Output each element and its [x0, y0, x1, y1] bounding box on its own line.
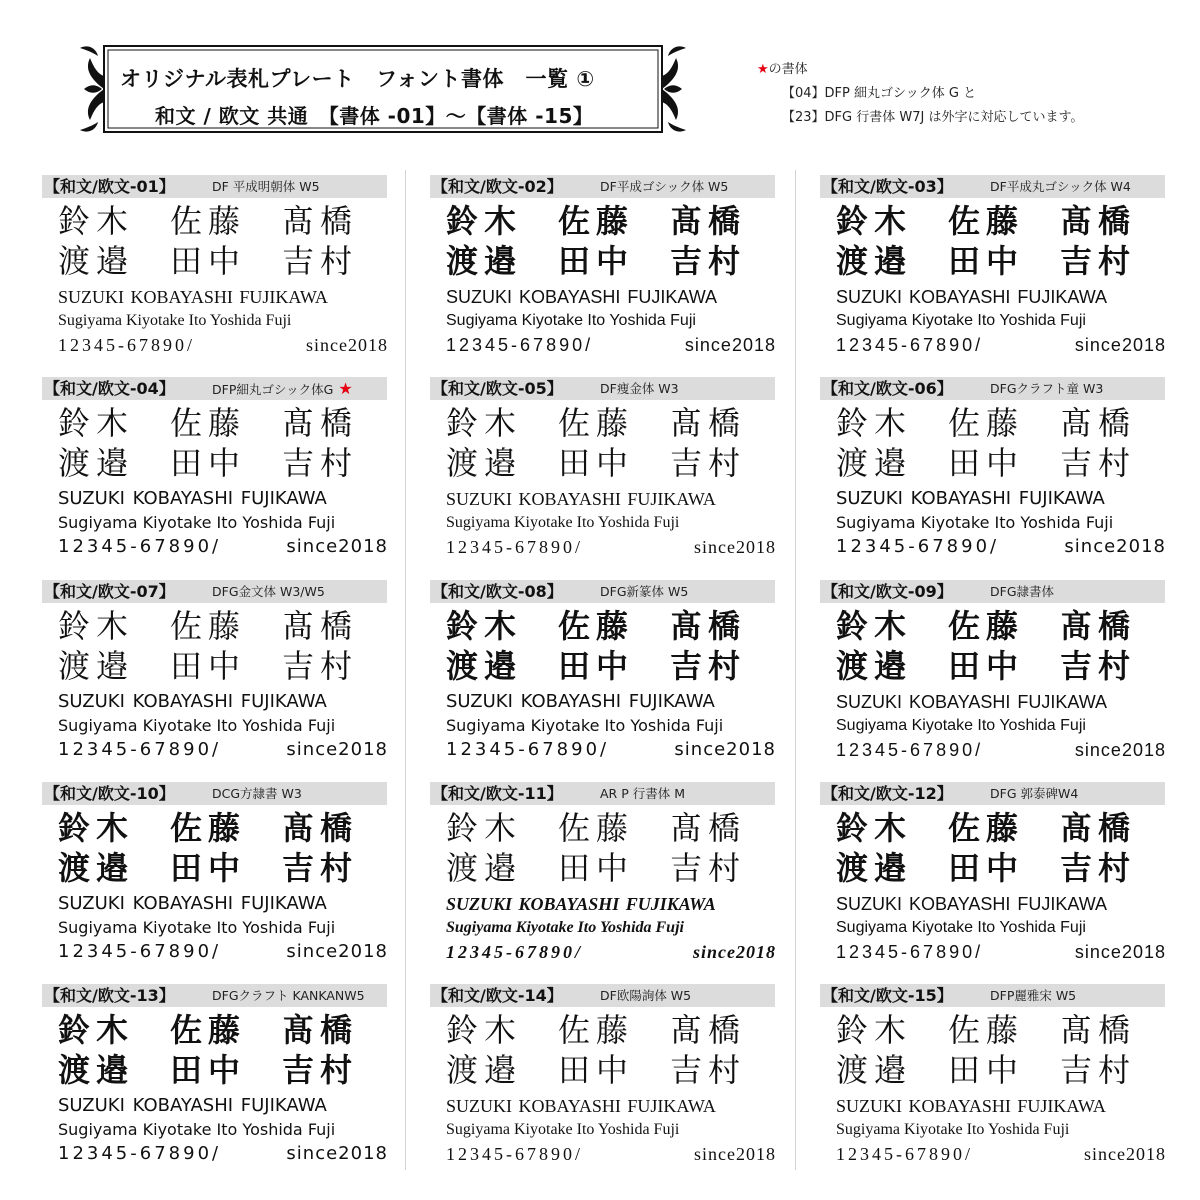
kanji-name: 髙橋 [282, 607, 359, 645]
kanji-name: 吉村 [282, 647, 359, 685]
kanji-name: 吉村 [1060, 849, 1137, 887]
font-name [990, 580, 1054, 603]
kanji-name: 佐藤 [558, 1011, 635, 1049]
number-sample [836, 333, 1166, 357]
kanji-name: 髙橋 [670, 607, 747, 645]
kanji-name: 髙橋 [1060, 809, 1137, 847]
number-sample [58, 738, 388, 762]
kanji-name: 鈴木 [836, 404, 913, 442]
since-text: since2018 [306, 335, 388, 355]
font-name [990, 175, 1131, 198]
font-name-text: DCG方隷書 W3 [212, 786, 302, 801]
font-card-05 [430, 377, 775, 573]
font-name [212, 377, 353, 401]
number-sample [446, 1142, 776, 1166]
since-text: since2018 [1074, 740, 1166, 760]
number-text: 12345-67890/ [446, 537, 583, 557]
page-subtitle: 和文 / 欧文 共通 【書体 -01】～【書体 -15】 [155, 104, 594, 128]
kanji-name: 渡邉 [446, 849, 523, 887]
font-card-09 [820, 580, 1165, 776]
font-name-text: DF欧陽詢体 W5 [600, 988, 692, 1003]
kanji-sample-row [836, 403, 1166, 443]
kanji-name: 田中 [170, 1051, 247, 1089]
font-name [212, 984, 365, 1007]
kanji-name: 佐藤 [948, 809, 1025, 847]
kanji-name: 鈴木 [446, 809, 523, 847]
english-uppercase-sample: SUZUKI KOBAYASHI FUJIKAWA [58, 691, 327, 712]
font-name-text: DF平成ゴシック体 W5 [600, 179, 729, 194]
font-card-01 [42, 175, 387, 371]
kanji-sample-row [836, 646, 1166, 686]
kanji-sample-row [836, 808, 1166, 848]
kanji-name: 鈴木 [446, 607, 523, 645]
font-number-label: 【和文/欧文-14】 [432, 986, 563, 1005]
kanji-name: 髙橋 [670, 1011, 747, 1049]
since-text: since2018 [694, 1144, 776, 1164]
number-text: 12345-67890/ [58, 335, 195, 355]
font-card-13 [42, 984, 387, 1180]
number-sample [836, 940, 1166, 964]
kanji-name: 渡邉 [446, 444, 523, 482]
number-sample [446, 535, 776, 559]
kanji-name: 渡邉 [446, 647, 523, 685]
kanji-sample-row [446, 443, 776, 483]
kanji-name: 吉村 [1060, 444, 1137, 482]
since-text: since2018 [674, 739, 776, 760]
kanji-name: 鈴木 [446, 202, 523, 240]
font-number-label: 【和文/欧文-09】 [822, 582, 953, 601]
english-mixed-sample: Sugiyama Kiyotake Ito Yoshida Fuji [58, 1120, 336, 1139]
kanji-name: 田中 [948, 647, 1025, 685]
kanji-name: 佐藤 [170, 202, 247, 240]
number-sample [836, 535, 1166, 559]
number-text: 12345-67890/ [446, 335, 594, 355]
kanji-name: 髙橋 [282, 202, 359, 240]
english-mixed-sample: Sugiyama Kiyotake Ito Yoshida Fuji [446, 514, 680, 531]
font-name [990, 377, 1103, 400]
font-card-15 [820, 984, 1165, 1180]
kanji-name: 髙橋 [282, 404, 359, 442]
since-text: since2018 [286, 941, 388, 962]
font-number-label: 【和文/欧文-10】 [44, 784, 175, 803]
font-number-label: 【和文/欧文-02】 [432, 177, 563, 196]
kanji-name: 田中 [170, 647, 247, 685]
number-text: 12345-67890/ [446, 1144, 583, 1164]
number-sample [446, 940, 776, 964]
number-text: 12345-67890/ [58, 1143, 222, 1164]
number-sample [58, 940, 388, 964]
kanji-sample-row [836, 606, 1166, 646]
kanji-name: 田中 [948, 242, 1025, 280]
kanji-name: 佐藤 [558, 607, 635, 645]
font-name-text: DFP麗雅宋 W5 [990, 988, 1077, 1003]
english-uppercase-sample: SUZUKI KOBAYASHI FUJIKAWA [58, 1095, 327, 1116]
kanji-name: 鈴木 [58, 1011, 135, 1049]
kanji-name: 髙橋 [670, 809, 747, 847]
kanji-sample-row [836, 443, 1166, 483]
font-card-12 [820, 782, 1165, 978]
kanji-name: 鈴木 [836, 1011, 913, 1049]
english-mixed-sample: Sugiyama Kiyotake Ito Yoshida Fuji [446, 716, 724, 735]
star-icon: ★ [333, 379, 353, 398]
kanji-sample-row [446, 848, 776, 888]
number-text: 12345-67890/ [58, 536, 222, 557]
english-uppercase-sample: SUZUKI KOBAYASHI FUJIKAWA [836, 287, 1108, 307]
font-name [212, 580, 325, 603]
since-text: since2018 [286, 1143, 388, 1164]
kanji-name: 髙橋 [282, 1011, 359, 1049]
english-mixed-sample: Sugiyama Kiyotake Ito Yoshida Fuji [58, 716, 336, 735]
kanji-name: 吉村 [670, 242, 747, 280]
font-card-10 [42, 782, 387, 978]
kanji-name: 鈴木 [58, 202, 135, 240]
font-name [990, 782, 1078, 805]
kanji-name: 田中 [558, 444, 635, 482]
kanji-name: 田中 [558, 849, 635, 887]
number-text: 12345-67890/ [836, 942, 984, 962]
star-icon: ★ [757, 62, 769, 77]
kanji-name: 田中 [170, 849, 247, 887]
number-sample [58, 535, 388, 559]
english-mixed-sample: Sugiyama Kiyotake Ito Yoshida Fuji [446, 312, 696, 329]
kanji-name: 渡邉 [446, 1051, 523, 1089]
kanji-name: 渡邉 [836, 444, 913, 482]
english-uppercase-sample: SUZUKI KOBAYASHI FUJIKAWA [836, 1096, 1106, 1116]
font-card-03 [820, 175, 1165, 371]
kanji-name: 渡邉 [836, 242, 913, 280]
english-uppercase-sample: SUZUKI KOBAYASHI FUJIKAWA [446, 894, 716, 914]
kanji-name: 佐藤 [948, 202, 1025, 240]
since-text: since2018 [693, 942, 776, 962]
font-number-label: 【和文/欧文-12】 [822, 784, 953, 803]
kanji-sample-row [58, 1010, 388, 1050]
since-text: since2018 [1084, 1144, 1166, 1164]
kanji-name: 髙橋 [282, 809, 359, 847]
kanji-name: 佐藤 [170, 1011, 247, 1049]
note-line2: 【04】DFP 細丸ゴシック体 G と [782, 86, 977, 101]
kanji-name: 吉村 [282, 242, 359, 280]
kanji-name: 吉村 [282, 849, 359, 887]
kanji-sample-row [446, 1050, 776, 1090]
font-name [600, 377, 679, 400]
kanji-name: 渡邉 [58, 444, 135, 482]
note-line3: 【23】DFG 行書体 W7J は外字に対応しています。 [782, 110, 1084, 125]
kanji-name: 髙橋 [670, 202, 747, 240]
kanji-name: 吉村 [282, 444, 359, 482]
kanji-sample-row [58, 201, 388, 241]
kanji-name: 吉村 [1060, 1051, 1137, 1089]
font-name [600, 984, 691, 1007]
kanji-sample-row [58, 646, 388, 686]
kanji-name: 鈴木 [836, 809, 913, 847]
font-name [212, 782, 302, 805]
kanji-name: 渡邉 [446, 242, 523, 280]
kanji-name: 吉村 [670, 647, 747, 685]
kanji-name: 吉村 [1060, 242, 1137, 280]
kanji-name: 鈴木 [836, 607, 913, 645]
kanji-name: 吉村 [670, 1051, 747, 1089]
english-mixed-sample: Sugiyama Kiyotake Ito Yoshida Fuji [58, 513, 336, 532]
number-sample [836, 738, 1166, 762]
kanji-name: 田中 [558, 242, 635, 280]
kanji-sample-row [836, 848, 1166, 888]
number-text: 12345-67890/ [58, 941, 222, 962]
kanji-name: 佐藤 [948, 607, 1025, 645]
kanji-name: 渡邉 [58, 1051, 135, 1089]
kanji-sample-row [446, 808, 776, 848]
kanji-name: 佐藤 [948, 1011, 1025, 1049]
font-number-label: 【和文/欧文-13】 [44, 986, 175, 1005]
english-mixed-sample: Sugiyama Kiyotake Ito Yoshida Fuji [836, 312, 1086, 329]
kanji-name: 鈴木 [836, 202, 913, 240]
number-text: 12345-67890/ [58, 739, 222, 760]
font-card-04 [42, 377, 387, 573]
kanji-name: 髙橋 [1060, 607, 1137, 645]
kanji-name: 渡邉 [58, 849, 135, 887]
since-text: since2018 [684, 335, 776, 355]
font-number-label: 【和文/欧文-04】 [44, 379, 175, 398]
since-text: since2018 [286, 536, 388, 557]
kanji-sample-row [446, 1010, 776, 1050]
kanji-name: 髙橋 [1060, 1011, 1137, 1049]
font-name-text: DFP細丸ゴシック体G [212, 382, 334, 397]
kanji-name: 田中 [170, 444, 247, 482]
font-number-label: 【和文/欧文-01】 [44, 177, 175, 196]
kanji-name: 吉村 [670, 849, 747, 887]
number-sample [58, 333, 388, 357]
font-name [990, 984, 1076, 1007]
english-mixed-sample: Sugiyama Kiyotake Ito Yoshida Fuji [446, 919, 684, 936]
font-name-text: DFG 郭泰碑W4 [990, 786, 1079, 801]
font-name [212, 175, 320, 198]
since-text: since2018 [286, 739, 388, 760]
font-number-label: 【和文/欧文-05】 [432, 379, 563, 398]
kanji-name: 鈴木 [446, 1011, 523, 1049]
font-number-label: 【和文/欧文-15】 [822, 986, 953, 1005]
kanji-name: 吉村 [282, 1051, 359, 1089]
kanji-name: 髙橋 [670, 404, 747, 442]
font-card-14 [430, 984, 775, 1180]
english-uppercase-sample: SUZUKI KOBAYASHI FUJIKAWA [836, 488, 1105, 509]
since-text: since2018 [1074, 942, 1166, 962]
kanji-name: 渡邉 [836, 647, 913, 685]
english-uppercase-sample: SUZUKI KOBAYASHI FUJIKAWA [58, 893, 327, 914]
font-number-label: 【和文/欧文-07】 [44, 582, 175, 601]
english-uppercase-sample: SUZUKI KOBAYASHI FUJIKAWA [446, 691, 715, 712]
kanji-sample-row [836, 1010, 1166, 1050]
kanji-name: 渡邉 [836, 849, 913, 887]
number-sample [446, 738, 776, 762]
number-text: 12345-67890/ [836, 740, 984, 760]
number-text: 12345-67890/ [836, 335, 984, 355]
kanji-name: 渡邉 [58, 242, 135, 280]
english-mixed-sample: Sugiyama Kiyotake Ito Yoshida Fuji [58, 918, 336, 937]
font-name-text: DF 平成明朝体 W5 [212, 179, 320, 194]
kanji-name: 佐藤 [170, 809, 247, 847]
kanji-sample-row [836, 241, 1166, 281]
kanji-sample-row [446, 646, 776, 686]
font-name-text: DF痩金体 W3 [600, 381, 679, 396]
kanji-sample-row [58, 848, 388, 888]
kanji-name: 佐藤 [558, 202, 635, 240]
number-text: 12345-67890/ [836, 1144, 973, 1164]
kanji-name: 渡邉 [836, 1051, 913, 1089]
font-number-label: 【和文/欧文-08】 [432, 582, 563, 601]
kanji-name: 吉村 [1060, 647, 1137, 685]
kanji-sample-row [446, 403, 776, 443]
kanji-name: 田中 [170, 242, 247, 280]
number-text: 12345-67890/ [446, 942, 583, 962]
kanji-sample-row [446, 606, 776, 646]
kanji-sample-row [58, 403, 388, 443]
english-uppercase-sample: SUZUKI KOBAYASHI FUJIKAWA [58, 287, 328, 307]
font-name [600, 580, 688, 603]
kanji-name: 髙橋 [1060, 404, 1137, 442]
font-card-11 [430, 782, 775, 978]
font-card-08 [430, 580, 775, 776]
kanji-name: 渡邉 [58, 647, 135, 685]
english-uppercase-sample: SUZUKI KOBAYASHI FUJIKAWA [58, 488, 327, 509]
since-text: since2018 [694, 537, 776, 557]
kanji-sample-row [446, 201, 776, 241]
number-text: 12345-67890/ [836, 536, 1000, 557]
english-uppercase-sample: SUZUKI KOBAYASHI FUJIKAWA [836, 894, 1108, 914]
number-sample [836, 1142, 1166, 1166]
kanji-sample-row [446, 241, 776, 281]
font-name-text: DF平成丸ゴシック体 W4 [990, 179, 1131, 194]
english-mixed-sample: Sugiyama Kiyotake Ito Yoshida Fuji [836, 717, 1086, 734]
kanji-name: 鈴木 [58, 404, 135, 442]
kanji-name: 髙橋 [1060, 202, 1137, 240]
font-name [600, 175, 728, 198]
english-mixed-sample: Sugiyama Kiyotake Ito Yoshida Fuji [58, 312, 292, 329]
english-mixed-sample: Sugiyama Kiyotake Ito Yoshida Fuji [446, 1121, 680, 1138]
font-number-label: 【和文/欧文-06】 [822, 379, 953, 398]
font-number-label: 【和文/欧文-03】 [822, 177, 953, 196]
kanji-name: 田中 [948, 444, 1025, 482]
page-title: オリジナル表札プレート フォント書体 一覧 ① [120, 67, 595, 91]
since-text: since2018 [1074, 335, 1166, 355]
font-name-text: DFG金文体 W3/W5 [212, 584, 325, 599]
kanji-name: 田中 [558, 1051, 635, 1089]
english-mixed-sample: Sugiyama Kiyotake Ito Yoshida Fuji [836, 919, 1086, 936]
font-card-02 [430, 175, 775, 371]
star-note [757, 58, 1083, 130]
kanji-name: 佐藤 [170, 607, 247, 645]
number-sample [446, 333, 776, 357]
kanji-sample-row [58, 241, 388, 281]
english-mixed-sample: Sugiyama Kiyotake Ito Yoshida Fuji [836, 513, 1114, 532]
kanji-name: 佐藤 [558, 809, 635, 847]
font-name-text: DFGクラフト童 W3 [990, 381, 1104, 396]
kanji-name: 佐藤 [948, 404, 1025, 442]
column-divider [405, 170, 406, 1170]
number-text: 12345-67890/ [446, 739, 610, 760]
english-uppercase-sample: SUZUKI KOBAYASHI FUJIKAWA [836, 692, 1108, 712]
font-card-06 [820, 377, 1165, 573]
font-name-text: AR P 行書体 M [600, 786, 685, 801]
kanji-name: 田中 [558, 647, 635, 685]
kanji-sample-row [58, 1050, 388, 1090]
font-card-07 [42, 580, 387, 776]
number-sample [58, 1142, 388, 1166]
column-divider [795, 170, 796, 1170]
note-line1: の書体 [768, 62, 808, 77]
kanji-sample-row [58, 808, 388, 848]
english-uppercase-sample: SUZUKI KOBAYASHI FUJIKAWA [446, 1096, 716, 1116]
font-name-text: DFG隷書体 [990, 584, 1055, 599]
english-uppercase-sample: SUZUKI KOBAYASHI FUJIKAWA [446, 287, 718, 307]
english-mixed-sample: Sugiyama Kiyotake Ito Yoshida Fuji [836, 1121, 1070, 1138]
kanji-sample-row [836, 201, 1166, 241]
kanji-name: 鈴木 [446, 404, 523, 442]
kanji-name: 田中 [948, 849, 1025, 887]
kanji-sample-row [58, 606, 388, 646]
kanji-name: 吉村 [670, 444, 747, 482]
kanji-sample-row [836, 1050, 1166, 1090]
kanji-name: 佐藤 [558, 404, 635, 442]
since-text: since2018 [1064, 536, 1166, 557]
english-uppercase-sample: SUZUKI KOBAYASHI FUJIKAWA [446, 489, 716, 509]
kanji-name: 鈴木 [58, 809, 135, 847]
font-name [600, 782, 685, 805]
kanji-name: 田中 [948, 1051, 1025, 1089]
font-number-label: 【和文/欧文-11】 [432, 784, 563, 803]
kanji-name: 佐藤 [170, 404, 247, 442]
kanji-sample-row [58, 443, 388, 483]
kanji-name: 鈴木 [58, 607, 135, 645]
font-name-text: DFG新篆体 W5 [600, 584, 689, 599]
font-name-text: DFGクラフト KANKANW5 [212, 988, 365, 1003]
